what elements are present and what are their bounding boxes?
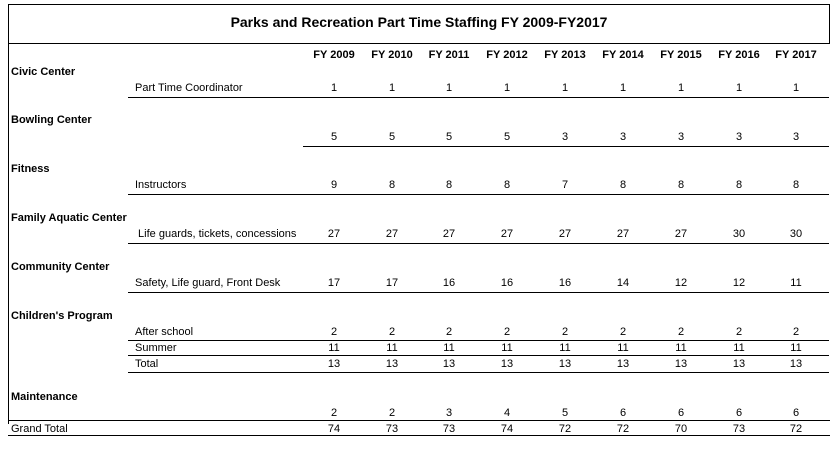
cell-value: 5 — [503, 131, 511, 143]
cell-value: 9 — [330, 179, 338, 191]
cell-value: 13 — [385, 358, 399, 370]
grand-total-value: 74 — [500, 423, 514, 435]
row-divider — [128, 372, 829, 373]
cell-value: 13 — [789, 358, 803, 370]
cell-value: 2 — [735, 326, 743, 338]
cell-value: 2 — [619, 326, 627, 338]
cell-value: 5 — [388, 131, 396, 143]
cell-value: 6 — [792, 407, 800, 419]
cell-value: 3 — [677, 131, 685, 143]
cell-value: 8 — [792, 179, 800, 191]
cell-value: 7 — [561, 179, 569, 191]
row-divider — [128, 340, 829, 341]
cell-value: 8 — [619, 179, 627, 191]
cell-value: 1 — [619, 82, 627, 94]
cell-value: 5 — [561, 407, 569, 419]
cell-value: 4 — [503, 407, 511, 419]
row-label: Total — [135, 358, 159, 370]
cell-value: 11 — [443, 342, 455, 354]
cell-value: 12 — [674, 277, 688, 289]
cell-value: 11 — [790, 342, 802, 354]
cell-value: 2 — [388, 407, 396, 419]
cell-value: 27 — [327, 228, 341, 240]
row-label: After school — [135, 326, 194, 338]
grand-total-label: Grand Total — [11, 423, 68, 435]
title-box — [8, 4, 830, 44]
grand-total-value: 72 — [789, 423, 803, 435]
cell-value: 13 — [616, 358, 630, 370]
cell-value: 1 — [792, 82, 800, 94]
cell-value: 17 — [385, 277, 399, 289]
cell-value: 27 — [385, 228, 399, 240]
cell-value: 2 — [792, 326, 800, 338]
row-divider — [128, 243, 829, 244]
row-divider — [128, 97, 829, 98]
section-title: Community Center — [11, 261, 110, 273]
cell-value: 11 — [733, 342, 745, 354]
cell-value: 11 — [675, 342, 687, 354]
grand-total-value: 74 — [327, 423, 341, 435]
cell-value: 11 — [328, 342, 340, 354]
row-divider — [128, 194, 829, 195]
cell-value: 1 — [503, 82, 511, 94]
cell-value: 27 — [558, 228, 572, 240]
cell-value: 11 — [386, 342, 398, 354]
cell-value: 8 — [388, 179, 396, 191]
grand-total-value: 73 — [442, 423, 456, 435]
cell-value: 1 — [677, 82, 685, 94]
cell-value: 5 — [445, 131, 453, 143]
cell-value: 6 — [735, 407, 743, 419]
cell-value: 8 — [677, 179, 685, 191]
year-header: FY 2016 — [718, 49, 760, 61]
year-header: FY 2014 — [602, 49, 644, 61]
section-title: Fitness — [11, 163, 50, 175]
cell-value: 6 — [619, 407, 627, 419]
table-title: Parks and Recreation Part Time Staffing FY 2009-FY2017 — [230, 14, 608, 30]
section-title: Bowling Center — [11, 114, 92, 126]
cell-value: 13 — [500, 358, 514, 370]
cell-value: 3 — [735, 131, 743, 143]
cell-value: 8 — [445, 179, 453, 191]
year-header: FY 2015 — [660, 49, 702, 61]
cell-value: 3 — [792, 131, 800, 143]
year-header: FY 2009 — [313, 49, 355, 61]
cell-value: 6 — [677, 407, 685, 419]
cell-value: 17 — [327, 277, 341, 289]
cell-value: 1 — [561, 82, 569, 94]
cell-value: 2 — [330, 326, 338, 338]
cell-value: 27 — [616, 228, 630, 240]
cell-value: 27 — [442, 228, 456, 240]
row-label: Part Time Coordinator — [135, 82, 243, 94]
cell-value: 11 — [501, 342, 513, 354]
grand-total-value: 70 — [674, 423, 688, 435]
section-title: Civic Center — [11, 66, 76, 78]
cell-value: 8 — [503, 179, 511, 191]
cell-value: 2 — [445, 326, 453, 338]
cell-value: 1 — [330, 82, 338, 94]
cell-value: 3 — [619, 131, 627, 143]
cell-value: 14 — [616, 277, 630, 289]
cell-value: 30 — [732, 228, 746, 240]
cell-value: 2 — [330, 407, 338, 419]
year-header: FY 2013 — [544, 49, 586, 61]
section-title: Maintenance — [11, 391, 78, 403]
cell-value: 1 — [388, 82, 396, 94]
row-label: Safety, Life guard, Front Desk — [135, 277, 281, 289]
cell-value: 3 — [561, 131, 569, 143]
section-title: Family Aquatic Center — [11, 212, 127, 224]
year-header: FY 2010 — [371, 49, 413, 61]
cell-value: 16 — [558, 277, 572, 289]
cell-value: 3 — [445, 407, 453, 419]
section-title: Children's Program — [11, 310, 113, 322]
grand-total-value: 72 — [616, 423, 630, 435]
cell-value: 2 — [677, 326, 685, 338]
left-border — [8, 44, 9, 424]
cell-value: 2 — [561, 326, 569, 338]
cell-value: 30 — [789, 228, 803, 240]
cell-value: 2 — [388, 326, 396, 338]
row-label: Life guards, tickets, concessions — [135, 228, 297, 240]
row-divider — [128, 292, 829, 293]
row-divider — [303, 146, 829, 147]
cell-value: 13 — [674, 358, 688, 370]
year-header: FY 2012 — [486, 49, 528, 61]
bottom-border — [8, 435, 830, 436]
row-label: Instructors — [135, 179, 187, 191]
year-header: FY 2011 — [428, 49, 470, 61]
grand-total-value: 73 — [385, 423, 399, 435]
cell-value: 8 — [735, 179, 743, 191]
cell-value: 11 — [790, 277, 802, 289]
cell-value: 5 — [330, 131, 338, 143]
cell-value: 1 — [445, 82, 453, 94]
cell-value: 11 — [559, 342, 571, 354]
cell-value: 16 — [442, 277, 456, 289]
cell-value: 11 — [617, 342, 629, 354]
cell-value: 27 — [674, 228, 688, 240]
cell-value: 16 — [500, 277, 514, 289]
cell-value: 1 — [735, 82, 743, 94]
cell-value: 2 — [503, 326, 511, 338]
cell-value: 13 — [442, 358, 456, 370]
cell-value: 27 — [500, 228, 514, 240]
row-divider — [8, 420, 830, 421]
year-header: FY 2017 — [775, 49, 817, 61]
row-divider — [128, 355, 829, 356]
cell-value: 13 — [327, 358, 341, 370]
grand-total-value: 73 — [732, 423, 746, 435]
cell-value: 12 — [732, 277, 746, 289]
cell-value: 13 — [732, 358, 746, 370]
cell-value: 13 — [558, 358, 572, 370]
grand-total-value: 72 — [558, 423, 572, 435]
row-label: Summer — [135, 342, 177, 354]
